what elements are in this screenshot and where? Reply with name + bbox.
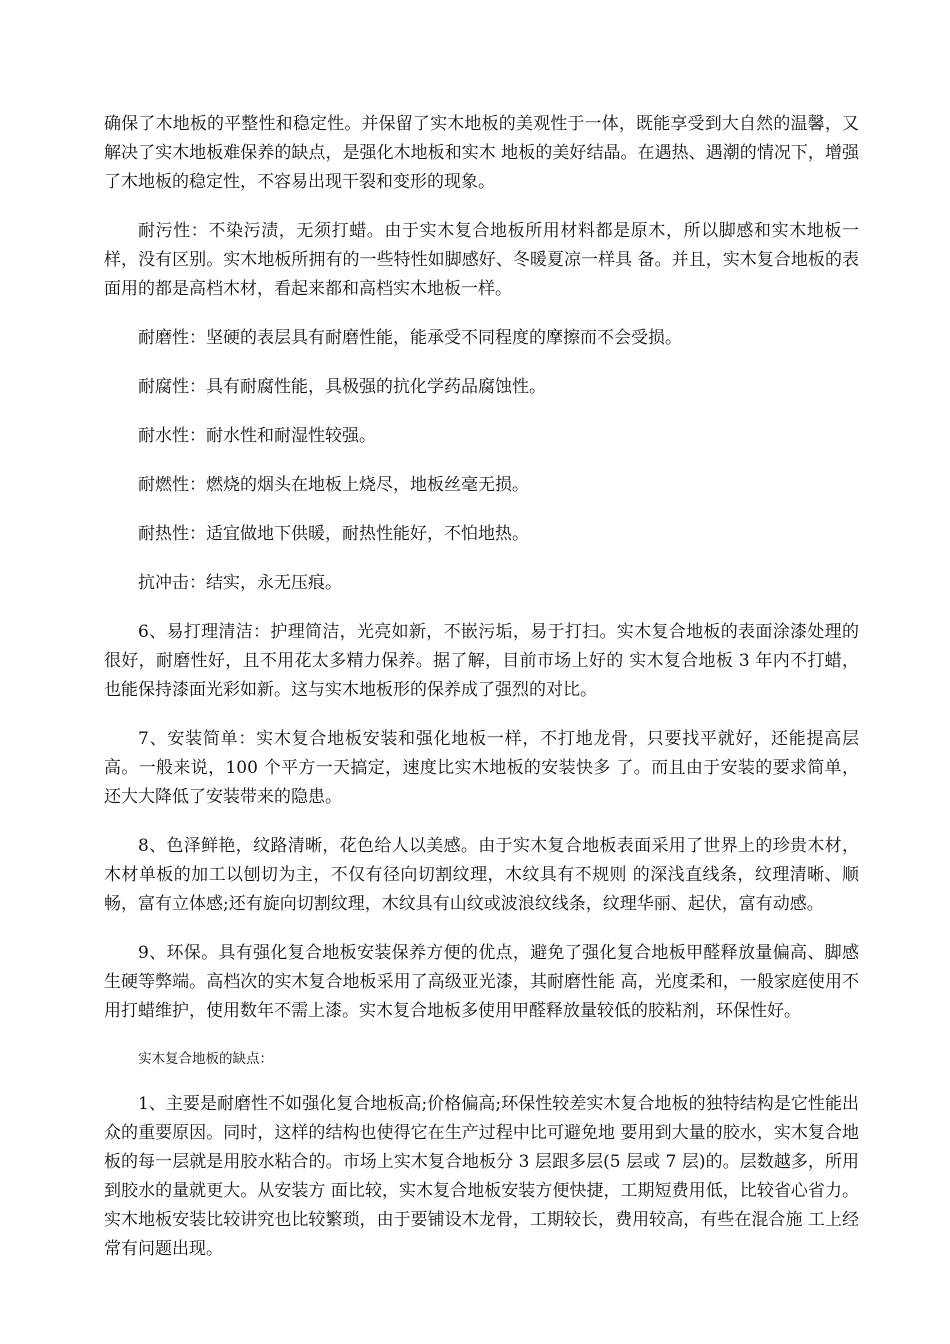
paragraph-intro: 确保了木地板的平整性和稳定性。并保留了实木地板的美观性于一体，既能享受到大自然的温馨，又解决了实木地板难保养的缺点，是强化木地板和实木 地板的美好结晶。在遇热、遇潮的情况下，增强了木地板的稳定性，不容易出现干裂和变形的现象。 — [104, 114, 859, 192]
document-body — [104, 110, 859, 1284]
paragraph-heat-resistance: 耐热性：适宜做地下供暖，耐热性能好，不怕地热。 — [138, 524, 529, 544]
paragraph-water-resistance: 耐水性：耐水性和耐湿性较强。 — [138, 426, 376, 446]
paragraph-simple-installation: 7、安装简单：实木复合地板安装和强化地板一样，不打地龙骨，只要找平就好，还能提高层高。一般来说，100 个平方一天搞定，速度比实木地板的安装快多 了。而且由于安装的要求简单，还大大降低了安装带来的隐患。 — [104, 729, 859, 807]
paragraph-stain-resistance: 耐污性：不染污渍，无须打蜡。由于实木复合地板所用材料都是原木，所以脚感和实木地板一样，没有区别。实木地板所拥有的一些特性如脚感好、冬暖夏凉一样具 备。并且，实木复合地板的表面用的都是高档木材，看起来都和高档实木地板一样。 — [104, 221, 859, 299]
section-heading-disadvantages: 实木复合地板的缺点： — [138, 1051, 273, 1067]
paragraph-disadvantage-1: 1、主要是耐磨性不如强化复合地板高;价格偏高;环保性较差实木复合地板的独特结构是它性能出众的重要原因。同时，这样的结构也使得它在生产过程中比可避免地 要用到大量的胶水，实木复合地板的每一层就是用胶水粘合的。市场上实木复合地板分 3 层跟多层(5 层或 7 层)的。层数越多，所用到胶水的量就更大。从安装方 面比较，实木复合地板安装方便快捷，工期短费用低，比较省心省力。实木地板安装比较讲究也比较繁琐，由于要铺设木龙骨，工期较长，费用较高，有些在混合施 工上经常有问题出现。 — [104, 1094, 859, 1259]
paragraph-wear-resistance: 耐磨性：坚硬的表层具有耐磨性能，能承受不同程度的摩擦而不会受损。 — [138, 328, 682, 348]
paragraph-impact-resistance: 抗冲击：结实，永无压痕。 — [138, 573, 342, 593]
paragraph-environmental: 9、环保。具有强化复合地板安装保养方便的优点，避免了强化复合地板甲醛释放量偏高、脚感生硬等弊端。高档次的实木复合地板采用了高级亚光漆，其耐磨性能 高，光度柔和，一般家庭使用不用打蜡维护，使用数年不需上漆。实木复合地板多使用甲醛释放量较低的胶粘剂，环保性好。 — [104, 943, 859, 1021]
paragraph-color-texture: 8、色泽鲜艳，纹路清晰，花色给人以美感。由于实木复合地板表面采用了世界上的珍贵木材，木材单板的加工以刨切为主，不仅有径向切割纹理，木纹具有不规则 的深浅直线条，纹理清晰、顺畅，富有立体感;还有旋向切割纹理，木纹具有山纹或波浪纹线条，纹理华丽、起伏，富有动感。 — [104, 836, 859, 914]
paragraph-corrosion-resistance: 耐腐性：具有耐腐性能，具极强的抗化学药品腐蚀性。 — [138, 377, 546, 397]
paragraph-easy-cleaning: 6、易打理清洁：护理简洁，光亮如新，不嵌污垢，易于打扫。实木复合地板的表面涂漆处理的很好，耐磨性好，且不用花太多精力保养。据了解，目前市场上好的 实木复合地板 3 年内不打蜡，也能保持漆面光彩如新。这与实木地板形的保养成了强烈的对比。 — [104, 622, 859, 700]
paragraph-fire-resistance: 耐燃性：燃烧的烟头在地板上烧尽，地板丝毫无损。 — [138, 475, 529, 495]
